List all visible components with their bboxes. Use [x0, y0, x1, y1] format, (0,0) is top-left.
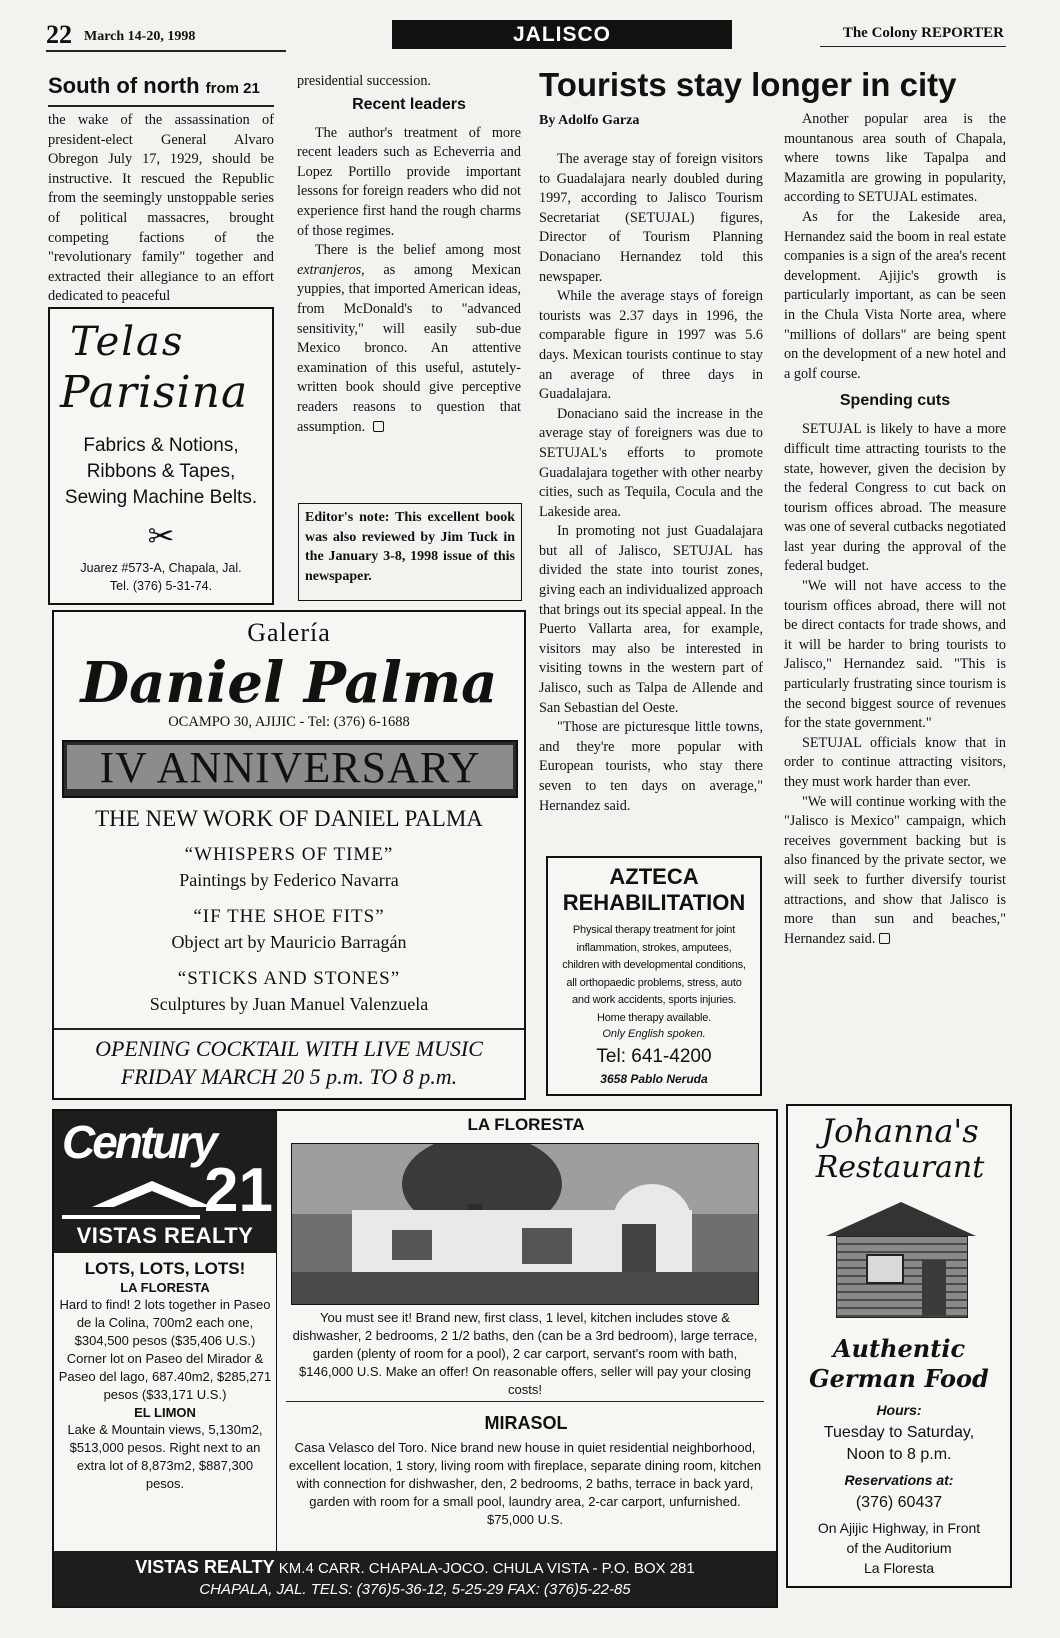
johanna-ad [786, 1104, 1012, 1588]
south-para2-em: extranjeros [297, 261, 362, 278]
telas-line2: Ribbons & Tapes, [86, 461, 236, 482]
article-c2-p1: Another popular area is the mountanous area south of Chapala, where towns like Tapalpa and Mazamitla are growing in popularity, according to SETUJAL estimates. [784, 111, 1006, 206]
azteca-title1: AZTECA [609, 864, 699, 889]
century21-logo [54, 1111, 276, 1253]
article-c2-p3: SETUJAL is likely to have a more difficult time attracting tourists to the state, however, given the decision by the federal Congress to cut back on tourism offices abroad. The measure was one of several cutbacks negotiated last year during the approval of the federal budget. [784, 421, 1006, 575]
header-rule-right [820, 46, 1006, 47]
mirasol-text: Casa Velasco del Toro. Nice brand new house in quiet residential neighborhood, excellent location, 1 story, living room with fireplace, separate dining room, kitchen with connection for dishwasher, den, 2 bedrooms, 2 baths, terrace in back yard, garden with room for a small pool, laundry area, 2-car carport, unfurnished. $75,000 U.S. [288, 1440, 762, 1527]
galeria-title: Galería [247, 618, 331, 647]
lot1-text: Hard to find! 2 lots together in Paseo de la Colina, 700m2 each one, $304,500 pesos ($35,406 U.S.) [59, 1297, 271, 1348]
telas-ad [48, 307, 274, 605]
telas-line3: Sewing Machine Belts. [64, 487, 258, 508]
editor-note: Editor's note: This excellent book was also reviewed by Jim Tuck in the January 3-8, 1998 issue of this newspaper. [305, 510, 515, 584]
galeria-divider [54, 1028, 524, 1030]
house-roof-inner [104, 1191, 200, 1211]
azteca-address: 3658 Pablo Neruda [600, 1072, 708, 1086]
vistas-footer-brand: VISTAS REALTY [135, 1557, 275, 1577]
end-mark-icon [373, 421, 384, 432]
page-number: 22 [46, 20, 72, 49]
azteca-title2: REHABILITATION [562, 890, 746, 915]
south-cont-text: presidential succession. [297, 73, 431, 89]
cabin-illustration [826, 1202, 976, 1320]
galeria-show1-sub: Paintings by Federico Navarra [179, 870, 399, 890]
article-c1-p4: In promoting not just Guadalajara but all of Jalisco, SETUJAL has divided the state into tourist zones, giving each an individualized approach that brings out its special appeal. In the Puerto Vallarta area, for example, visitors may also be interested in visiting towns in the western part of Jalisco, such as Talpa de Allende and San Sebastian del Oeste. [539, 523, 763, 716]
article-c2-p6 [784, 793, 1006, 950]
photo-door [622, 1224, 656, 1272]
floresta-title: LA FLORESTA [467, 1115, 585, 1134]
galeria-new-work: THE NEW WORK OF DANIEL PALMA [95, 806, 483, 831]
lots-limon: EL LIMON [134, 1405, 196, 1420]
galeria-opening2: FRIDAY MARCH 20 5 p.m. TO 8 p.m. [120, 1064, 458, 1089]
south-headline [48, 74, 274, 101]
century21-divider [276, 1111, 277, 1551]
telas-name: Telas [70, 319, 185, 365]
cabin-roof [826, 1202, 976, 1236]
photo-ground [292, 1272, 758, 1304]
floresta-text: You must see it! Brand new, first class, 1 level, kitchen includes stove & dishwasher, 2 bedrooms, 2 1/2 baths, den (can be a 3rd bedroom), large terrace, garden (plenty of room for a pool), 2 car carport, servant's room with bath, $146,000 U.S. Make an offer! On reasonable offers, seller will pay your closing costs! [292, 1310, 758, 1397]
galeria-show2-sub: Object art by Mauricio Barragán [171, 932, 407, 952]
south-para2 [297, 241, 521, 437]
vistas-footer-line2: CHAPALA, JAL. TELS: (376)5-36-12, 5-25-29 FAX: (376)5-22-85 [199, 1581, 631, 1598]
hours-label: Hours: [876, 1402, 922, 1418]
galeria-name: Daniel Palma [80, 650, 498, 716]
house-base-line [62, 1215, 200, 1219]
galeria-ad [52, 610, 526, 1100]
south-para1: The author's treatment of more recent leaders such as Echeverria and Lopez Portillo provide important lessons for foreign readers who did not experience first hand the rough charms of those regimes. [297, 124, 521, 239]
anniversary-label: IV ANNIVERSARY [67, 745, 513, 789]
header-rule [46, 50, 286, 52]
hours-days: Tuesday to Saturday, [823, 1424, 975, 1441]
article-c1-p5: "Those are picturesque little towns, and they're more popular with European tourists, who stay there seven to ten days on average," Hernandez said. [539, 719, 763, 814]
section-label: JALISCO [512, 23, 611, 46]
azteca-english: Only English spoken. [602, 1028, 706, 1040]
johanna-location1: On Ajijic Highway, in Front [817, 1520, 981, 1536]
article-col2 [784, 110, 1006, 949]
south-continued [297, 72, 521, 437]
johanna-tag1: Authentic [832, 1334, 966, 1363]
galeria-show1-title: “WHISPERS OF TIME” [184, 844, 394, 865]
article-headline: Tourists stay longer in city [539, 66, 957, 103]
johanna-location2: of the Auditorium [846, 1540, 952, 1556]
issue-date: March 14-20, 1998 [84, 29, 196, 44]
south-para2-a: There is the belief among most [315, 242, 521, 259]
johanna-tag2: German Food [809, 1364, 989, 1393]
vistas-footer [54, 1551, 776, 1606]
galeria-opening1: OPENING COCKTAIL WITH LIVE MUSIC [95, 1036, 483, 1061]
listing-divider [286, 1401, 764, 1402]
galeria-show2-title: “IF THE SHOE FITS” [193, 906, 385, 927]
azteca-tel: Tel: 641-4200 [596, 1046, 712, 1067]
telas-address: Juarez #573-A, Chapala, Jal. [80, 561, 242, 575]
article-c2-p4: "We will not have access to the tourism offices abroad, there will not be direct contacts for trade shows, and it will be harder to bring tourists to Jalisco," Hernandez said. "This is particularly frustrating since tourism is the second biggest source of revenues for the state government." [784, 578, 1006, 732]
article-c2-p5: SETUJAL officials know that in order to continue attracting visitors, they must work harder than ever. [784, 734, 1006, 790]
scissors-icon: ✂ [147, 518, 175, 554]
south-rule [48, 105, 274, 107]
cabin-door [922, 1260, 946, 1316]
photo-window2 [522, 1228, 572, 1264]
south-jump: from 21 [205, 80, 260, 97]
south-para2-b: , as among Mexican yuppies, that imported American ideas, from McDonald's to "advanced sensitivity," will easily sub-due Mexico bronco. An attentive examination of this useful, astutely-written book should give perceptive readers reasons to question that assumption. [297, 261, 521, 435]
anniversary-banner [62, 740, 518, 798]
johanna-phone: (376) 60437 [855, 1494, 943, 1511]
azteca-body: Physical therapy treatment for joint inflammation, strokes, amputees, children with developmental conditions, all orthopaedic problems, stress, auto and work accidents, sports injuries. Home therapy available. [562, 924, 746, 1024]
article-c2-p6-text: "We will continue working with the "Jalisco is Mexico" campaign, which receives government backing but is also financed by the private sector, we will seek to further diversify tourist attractions, and show that Jalisco is more than sun and beaches," Hernandez said. [784, 793, 1006, 947]
century21-lots [58, 1259, 272, 1493]
vistas-footer-address: KM.4 CARR. CHAPALA-JOCO. CHULA VISTA - P.O. BOX 281 [274, 1560, 695, 1577]
restaurant-name: Restaurant [815, 1150, 985, 1185]
reservations-label: Reservations at: [844, 1472, 954, 1488]
lot3-text: Lake & Mountain views, 5,130m2, $513,000 pesos. Right next to an extra lot of 8,873m2, $887,300 pesos. [67, 1422, 263, 1491]
lots-floresta: LA FLORESTA [120, 1280, 210, 1295]
article-c1-p1: The average stay of foreign visitors to Guadalajara nearly doubled during 1997, according to Jalisco Tourism Secretariat (SETUJAL) figures, Director of Tourism Planning Donaciano Hernandez told this newspaper. [539, 151, 763, 285]
hours-time: Noon to 8 p.m. [846, 1446, 952, 1463]
century-logo-number: 21 [204, 1156, 273, 1225]
telas-line1: Fabrics & Notions, [83, 435, 239, 456]
mirasol-title: MIRASOL [484, 1413, 568, 1433]
south-text: the wake of the assassination of president-elect General Alvaro Obregon July 17, 1929, should be instructive. It rescued the Republic from the seemingly unstoppable series of political massacres, brought competing factions of the "revolutionary family" together and extracted their allegiance to an effort dedicated to peaceful [48, 112, 274, 305]
cabin-window [866, 1254, 904, 1284]
end-mark-icon [879, 933, 890, 944]
century21-ad [52, 1109, 778, 1608]
house-photo [291, 1143, 759, 1305]
parisina-name: Parisina [60, 367, 249, 418]
johanna-name: Johanna's [821, 1112, 979, 1150]
azteca-ad [546, 856, 762, 1096]
recent-leaders-subhead: Recent leaders [352, 95, 466, 113]
johanna-location3: La Floresta [863, 1560, 935, 1576]
lot2-text: Corner lot on Paseo del Mirador & Paseo del lago, 687.40m2, $285,271 pesos ($33,171 U.S.) [58, 1351, 272, 1402]
vistas-brand: VISTAS REALTY [76, 1223, 254, 1248]
spending-cuts-subhead: Spending cuts [839, 392, 951, 410]
south-column [48, 74, 274, 307]
telas-products [50, 433, 272, 511]
masthead: The Colony REPORTER [842, 25, 1004, 41]
article-c1-p2: While the average stays of foreign tourists was 2.37 days in 1996, the comparable figure in 1997 was 5.6 days. Mexican tourists continue to stay an average of three days in Guadalajara. [539, 288, 763, 403]
article-c1-p3: Donaciano said the increase in the average stay of foreigners was due to SETUJAL's efforts to promote Guadalajara together with other nearby cities, such as Tequila, Cocula and the Lakeside area. [539, 405, 763, 520]
article-byline: By Adolfo Garza [539, 113, 640, 128]
galeria-show3-title: “STICKS AND STONES” [177, 968, 401, 989]
south-headline-text: South of north [48, 73, 200, 98]
editor-note-box [298, 503, 522, 601]
article-col1 [539, 150, 763, 816]
telas-tel: Tel. (376) 5-31-74. [109, 579, 213, 593]
photo-window1 [392, 1230, 432, 1260]
vistas-footer-line1 [54, 1557, 776, 1579]
lots-title: LOTS, LOTS, LOTS! [84, 1259, 246, 1278]
galeria-show3-sub: Sculptures by Juan Manuel Valenzuela [149, 994, 429, 1014]
galeria-address: OCAMPO 30, AJIJIC - Tel: (376) 6-1688 [168, 714, 410, 730]
century-logo-word: Century [62, 1116, 215, 1168]
section-banner [392, 20, 732, 49]
article-c2-p2: As for the Lakeside area, Hernandez said the boom in real estate companies is a sign of the area's recent development. Ajijic's growth is particularly important, as can be seen in the Chula Vista Norte area, where "millions of dollars" are being spent on the development of a new hotel and a golf course. [784, 208, 1006, 382]
